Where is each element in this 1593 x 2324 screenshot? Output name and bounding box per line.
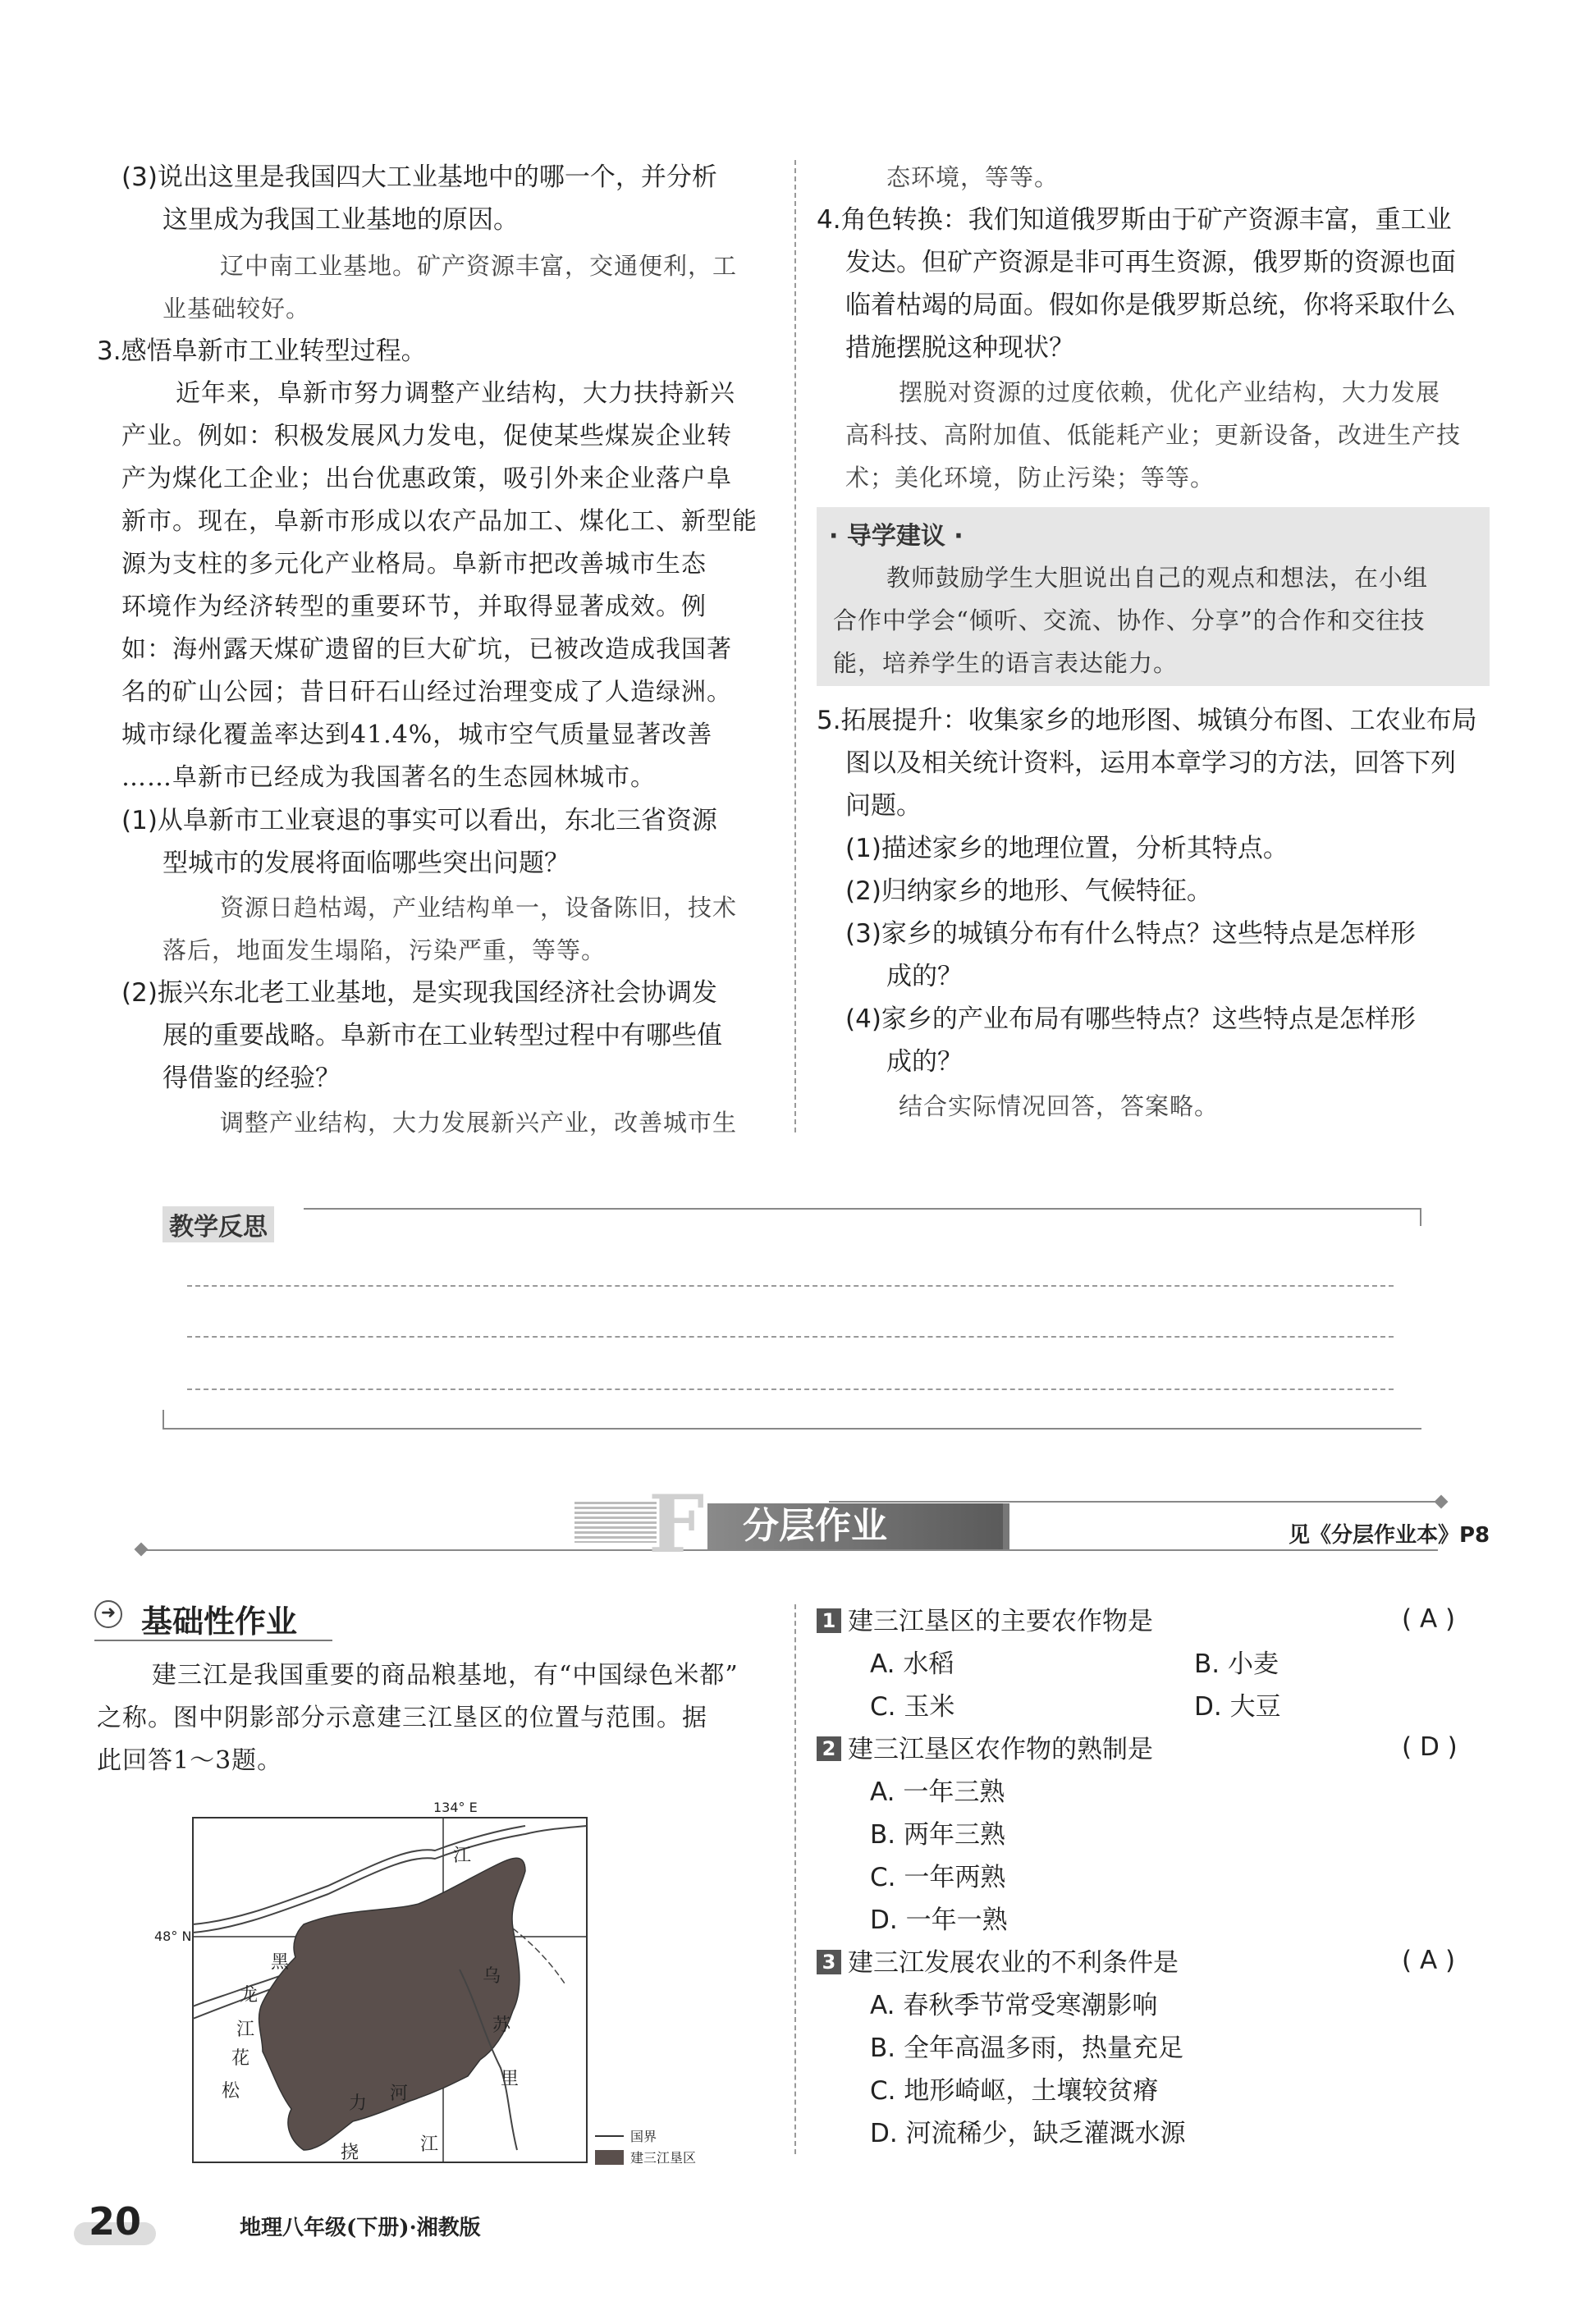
q3-3-answer: 辽中南工业基地。矿产资源丰富，交通便利，工: [220, 252, 738, 280]
reflection-top-rule: [304, 1208, 1421, 1210]
question-stem: 建三江垦区的主要农作物是: [848, 1607, 1153, 1636]
passage-line: ……阜新市已经成为我国著名的生态园林城市。: [121, 763, 656, 792]
q5-sub: (2)归纳家乡的地形、气候特征。: [845, 876, 1212, 906]
q5-sub: 成的？: [886, 1047, 963, 1077]
question-1: [817, 1600, 1153, 1643]
q5-line: 5.拓展提升：收集家乡的地形图、城镇分布图、工农业布局: [817, 706, 1477, 735]
banner-letter: F: [648, 1478, 705, 1571]
q4-line: 措施摆脱这种现状？: [845, 333, 1074, 363]
option: C. 玉米: [870, 1692, 955, 1722]
q5-sub: (4)家乡的产业布局有哪些特点？这些特点是怎样形: [845, 1004, 1416, 1034]
banner-reference: 见《分层作业本》P8: [1289, 1523, 1490, 1548]
q5-sub: 成的？: [886, 962, 963, 991]
map-label-nao: 挠: [341, 2143, 359, 2163]
option: C. 一年两熟: [870, 1863, 1006, 1892]
option: C. 地形崎岖，土壤较贫瘠: [870, 2076, 1159, 2106]
question-number: 1: [817, 1608, 841, 1633]
option: A. 春秋季节常受寒潮影响: [870, 1991, 1158, 2020]
q3-sub1: (1)从阜新市工业衰退的事实可以看出，东北三省资源: [121, 806, 717, 835]
q4-line: 4.角色转换：我们知道俄罗斯由于矿产资源丰富，重工业: [817, 205, 1452, 235]
option: D. 大豆: [1194, 1692, 1281, 1722]
banner-title-edge: [1003, 1503, 1009, 1549]
reflection-title: 教学反思: [163, 1206, 274, 1242]
passage-line: 如：海州露天煤矿遗留的巨大矿坑，已被改造成我国著: [121, 635, 732, 664]
reflection-corner: [1420, 1208, 1421, 1226]
q4-answer: 摆脱对资源的过度依赖，优化产业结构，大力发展: [899, 378, 1441, 406]
tip-line: 合作中学会“倾听、交流、协作、分享”的合作和交往技: [833, 606, 1426, 634]
map-lat-label: 48° N: [154, 1928, 192, 1944]
question-2-answer: ( D ): [1402, 1732, 1458, 1762]
passage-line: 环境作为经济转型的重要环节，并取得显著成效。例: [121, 592, 707, 621]
q4-answer: 术；美化环境，防止污染；等等。: [845, 464, 1215, 492]
book-title: 地理八年级(下册)·湘教版: [240, 2216, 481, 2240]
q5-sub: (1)描述家乡的地理位置，分析其特点。: [845, 834, 1289, 863]
map-label-wu: 乌: [483, 1966, 501, 1987]
option: B. 小麦: [1194, 1649, 1279, 1679]
question-3: [817, 1942, 1179, 1984]
basic-title-underline: [94, 1640, 332, 1641]
q3-3-label-2: 这里成为我国工业基地的原因。: [163, 205, 519, 235]
banner-diamond-icon: [1435, 1495, 1449, 1509]
map-lon-label: 134° E: [433, 1800, 478, 1815]
passage-line: 产业。例如：积极发展风力发电，促使某些煤炭企业转: [121, 422, 732, 451]
q4-line: 发达。但矿产资源是非可再生资源，俄罗斯的资源也面: [845, 248, 1456, 277]
map-label-jiang2: 江: [236, 2020, 255, 2040]
option: A. 水稻: [870, 1649, 954, 1679]
q3-sub2: (2)振兴东北老工业基地，是实现我国经济社会协调发: [121, 978, 717, 1008]
question-1-answer: ( A ): [1402, 1604, 1456, 1634]
passage-line: 源为支柱的多元化产业格局。阜新市把改善城市生态: [121, 550, 707, 579]
q4-line: 临着枯竭的局面。假如你是俄罗斯总统，你将采取什么: [845, 290, 1456, 320]
passage-line: 近年来，阜新市努力调整产业结构，大力扶持新兴: [176, 379, 735, 408]
basic-intro: 此回答1～3题。: [97, 1746, 283, 1775]
option: D. 河流稀少，缺乏灌溉水源: [870, 2119, 1186, 2148]
passage-line: 名的矿山公园；昔日矸石山经过治理变成了人造绿洲。: [121, 678, 732, 707]
q3-passage: [121, 373, 778, 799]
passage-line: 新市。现在，阜新市形成以农产品加工、煤化工、新型能: [121, 507, 758, 536]
q5-line: 图以及相关统计资料，运用本章学习的方法，回答下列: [845, 748, 1456, 778]
tip-title: · 导学建议 ·: [829, 522, 964, 551]
q3-sub1-2: 型城市的发展将面临哪些突出问题？: [163, 849, 570, 878]
reflection-line: [187, 1285, 1394, 1287]
question-number: 3: [817, 1950, 841, 1974]
map-label-hei: 黑: [271, 1952, 290, 1973]
map-label-jiang3: 江: [420, 2134, 439, 2155]
basic-intro: 建三江是我国重要的商品粮基地，有“中国绿色米都”: [152, 1661, 739, 1690]
map-label-li2: 力: [349, 2093, 368, 2114]
jiansanjiang-map: [140, 1789, 747, 2175]
q5-sub: (3)家乡的城镇分布有什么特点？这些特点是怎样形: [845, 919, 1416, 949]
passage-line: 产为煤化工企业；出台优惠政策，吸引外来企业落户阜: [121, 464, 732, 493]
basic-title: 基础性作业: [141, 1603, 298, 1640]
legend-border-label: 国界: [630, 2129, 657, 2144]
map-label-he: 河: [390, 2084, 409, 2104]
question-3-answer: ( A ): [1402, 1946, 1456, 1975]
q5-line: 问题。: [845, 791, 922, 821]
passage-line: 城市绿化覆盖率达到41.4%，城市空气质量显著改善: [121, 721, 713, 749]
q5-answer: 结合实际情况回答，答案略。: [899, 1092, 1220, 1120]
question-stem: 建三江发展农业的不利条件是: [848, 1948, 1179, 1978]
question-number: 2: [817, 1736, 841, 1761]
reflection-line: [187, 1336, 1394, 1338]
column-divider-lower: [794, 1604, 796, 2154]
q3-sub1-answer-2: 落后，地面发生塌陷，污染严重，等等。: [163, 936, 607, 964]
q3-sub2-answer: 调整产业结构，大力发展新兴产业，改善城市生: [220, 1109, 738, 1137]
arrow-right-icon: ➜: [94, 1600, 122, 1628]
q3-sub2-2: 展的重要战略。阜新市在工业转型过程中有哪些值: [163, 1021, 722, 1050]
legend-area-swatch: [595, 2150, 624, 2165]
map-label-jiang: 江: [453, 1846, 472, 1866]
q3-3-answer-2: 业基础较好。: [163, 295, 311, 323]
option: B. 全年高温多雨，热量充足: [870, 2034, 1183, 2063]
question-2: [817, 1728, 1153, 1771]
tip-line: 教师鼓励学生大胆说出自己的观点和想法，在小组: [886, 564, 1429, 592]
banner-rule-upper: [829, 1501, 1436, 1503]
q3-sub2-3: 得借鉴的经验？: [163, 1064, 341, 1093]
map-label-hua: 花: [231, 2048, 250, 2069]
option: A. 一年三熟: [870, 1777, 1005, 1807]
legend-area-label: 建三江垦区: [630, 2150, 697, 2166]
option: D. 一年一熟: [870, 1905, 1008, 1935]
reflection-corner: [163, 1410, 164, 1428]
map-label-su: 苏: [492, 2015, 511, 2036]
reflection-bottom-rule: [163, 1428, 1421, 1430]
question-stem: 建三江垦区农作物的熟制是: [848, 1735, 1153, 1764]
reflection-line: [187, 1388, 1394, 1390]
q3-3-label: (3)说出这里是我国四大工业基地中的哪一个，并分析: [121, 162, 717, 192]
map-label-li: 里: [501, 2069, 520, 2089]
basic-intro: 之称。图中阴影部分示意建三江垦区的位置与范围。据: [97, 1704, 707, 1732]
map-label-long: 龙: [240, 1985, 259, 2006]
banner-title: 分层作业: [743, 1505, 887, 1547]
banner-stripes: [574, 1502, 657, 1543]
q3-title: 3.感悟阜新市工业转型过程。: [97, 336, 427, 366]
banner-diamond-icon: [135, 1543, 149, 1557]
q3-sub2-answer-cont: 态环境，等等。: [886, 163, 1060, 191]
map-label-song: 松: [222, 2081, 240, 2102]
q3-sub1-answer: 资源日趋枯竭，产业结构单一，设备陈旧，技术: [220, 894, 738, 922]
q4-answer: 高科技、高附加值、低能耗产业；更新设备，改进生产技: [845, 421, 1462, 449]
banner-rule: [141, 1549, 1438, 1551]
option: B. 两年三熟: [870, 1820, 1005, 1850]
page-number: 20: [89, 2199, 142, 2244]
tip-line: 能，培养学生的语言表达能力。: [833, 649, 1179, 677]
column-divider: [794, 160, 796, 1132]
